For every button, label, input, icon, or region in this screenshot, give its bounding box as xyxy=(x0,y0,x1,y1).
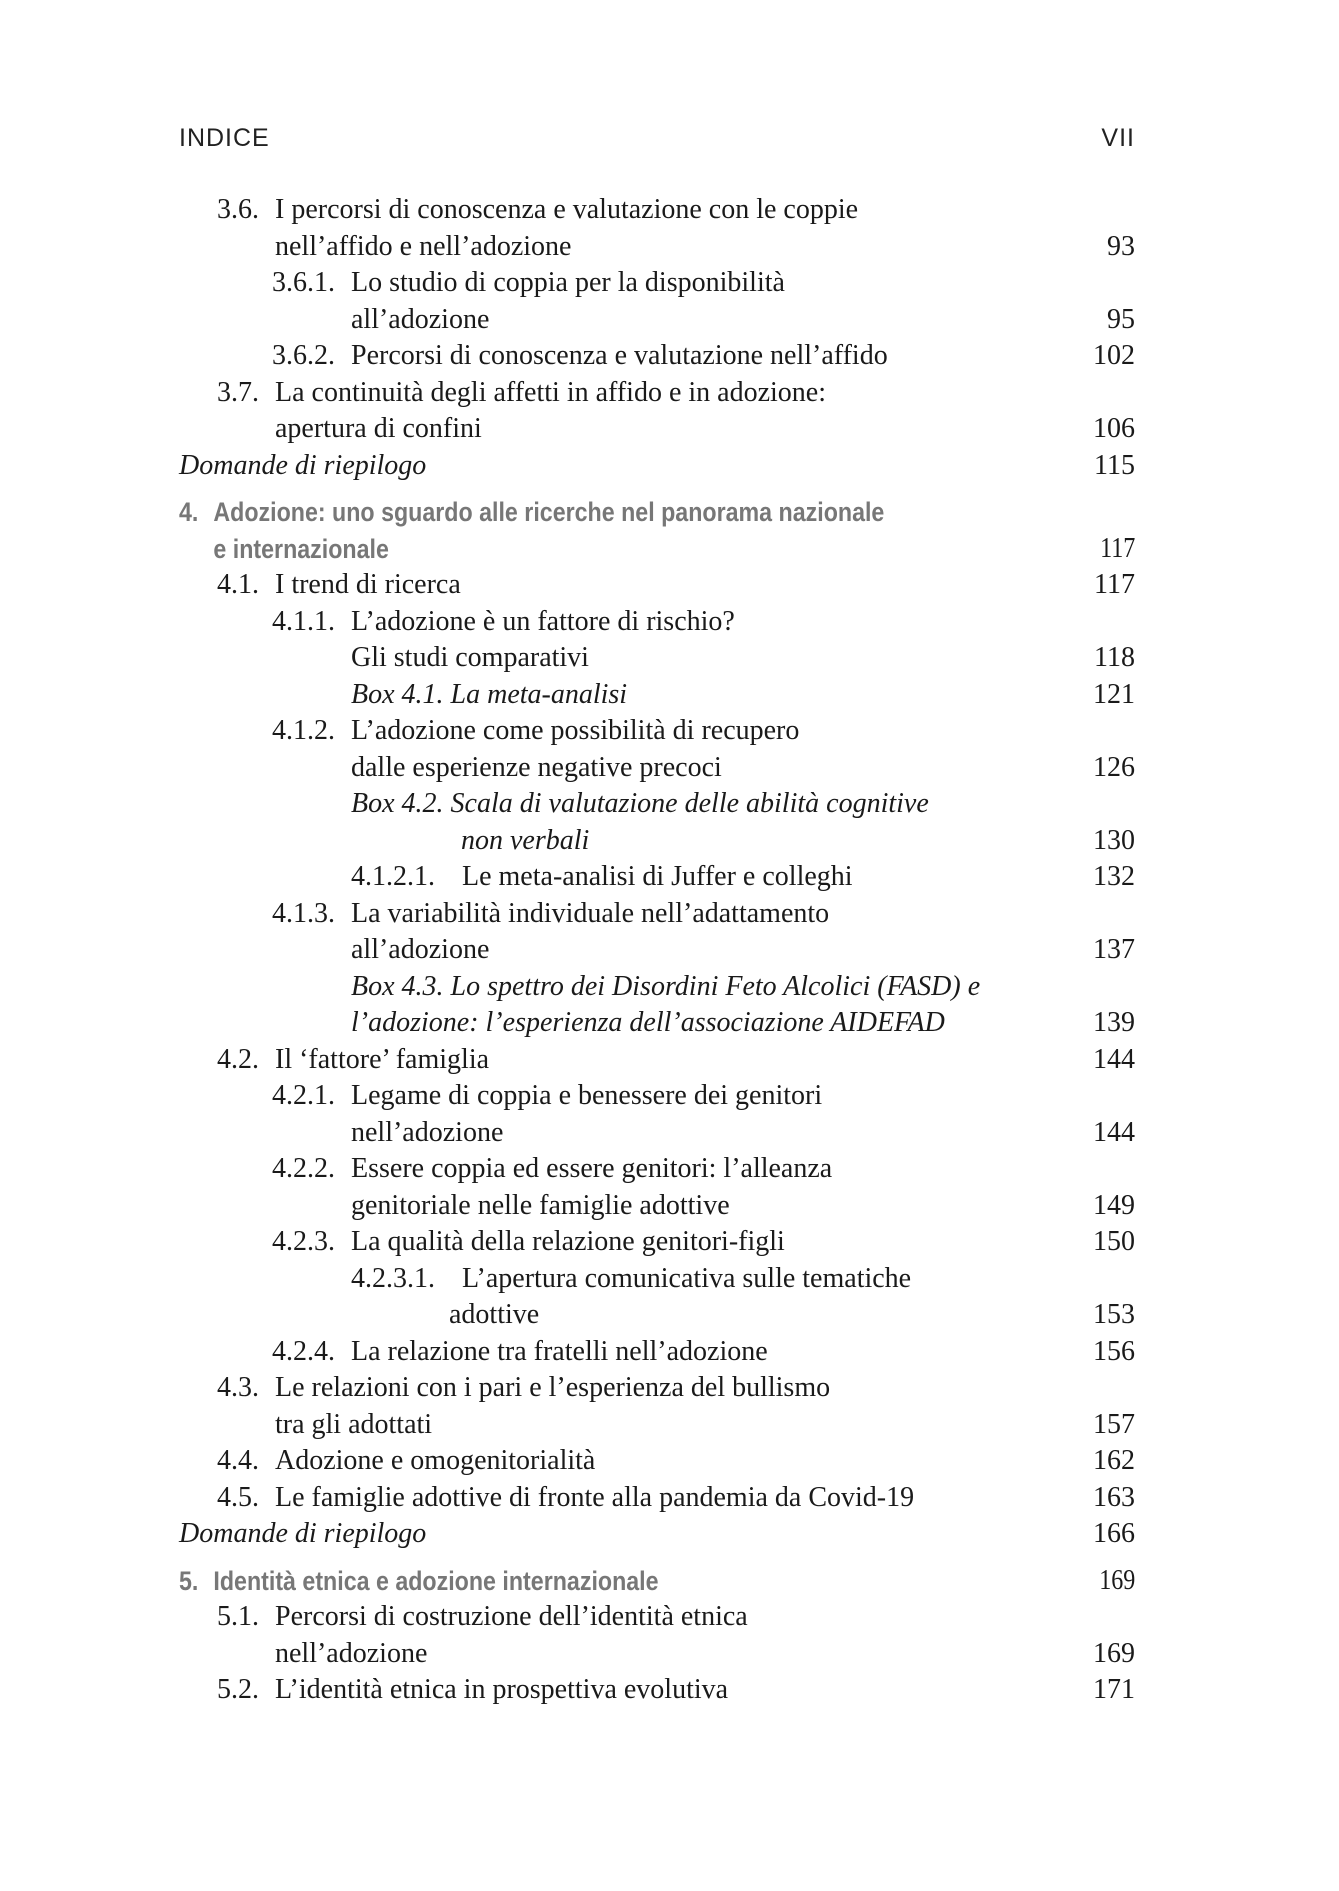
entry-number: 4.1. xyxy=(217,569,259,600)
entry-page-number: 121 xyxy=(1093,678,1135,710)
entry-page-number: 106 xyxy=(1093,413,1135,444)
entry-title-line: La qualità della relazione genitori-figli xyxy=(351,1226,785,1257)
entry-page-number: 166 xyxy=(1093,1518,1135,1549)
entry-title-line: Box 4.3. Lo spettro dei Disordini Feto Alcolici (FASD) e xyxy=(351,970,981,1002)
entry-number: 5. xyxy=(179,1565,199,1596)
entry-number: 4.1.2.1. xyxy=(351,861,435,892)
entry-title-line: L’identità etnica in prospettiva evolutiva xyxy=(275,1674,729,1705)
entry-title-line: Le relazioni con i pari e l’esperienza del bullismo xyxy=(275,1372,831,1403)
entry-page-number: 115 xyxy=(1094,449,1135,481)
toc-entry xyxy=(179,1042,1135,1079)
entry-title-line: Il ‘fattore’ famiglia xyxy=(275,1043,490,1075)
entry-number: 3.6.2. xyxy=(272,340,335,371)
toc-entry xyxy=(179,265,1135,338)
toc-entry xyxy=(179,1480,1135,1517)
entry-number: 4.3. xyxy=(217,1372,259,1403)
entry-title-line: tra gli adottati xyxy=(275,1408,433,1440)
entry-title-line: I trend di ricerca xyxy=(275,569,461,600)
entry-page-number: 169 xyxy=(1093,1637,1135,1669)
entry-number: 4.1.2. xyxy=(272,715,335,746)
entry-title-line: Legame di coppia e benessere dei genitori xyxy=(351,1080,823,1111)
entry-title-line: L’adozione è un fattore di rischio? xyxy=(351,605,735,637)
entry-number: 3.6.1. xyxy=(272,267,335,298)
entry-number: 4.1.1. xyxy=(272,605,335,637)
toc-entry xyxy=(179,1443,1135,1480)
entry-page-number: 93 xyxy=(1107,230,1135,262)
page-number: VII xyxy=(1101,124,1135,152)
entry-title-line: all’adozione xyxy=(351,934,490,965)
entry-title-line: genitoriale nelle famiglie adottive xyxy=(351,1189,730,1221)
entry-page-number: 156 xyxy=(1093,1335,1135,1367)
entry-page-number: 144 xyxy=(1093,1043,1135,1075)
entry-title-line: L’adozione come possibilità di recupero xyxy=(351,715,800,746)
table-of-contents xyxy=(179,192,1135,1709)
entry-title-line: dalle esperienze negative precoci xyxy=(351,751,722,783)
entry-page-number: 137 xyxy=(1093,934,1135,965)
entry-number: 4.4. xyxy=(217,1445,259,1476)
entry-page-number: 162 xyxy=(1093,1445,1135,1476)
entry-title-line: Box 4.1. La meta-analisi xyxy=(351,678,628,710)
toc-entry xyxy=(179,1224,1135,1261)
toc-entry xyxy=(179,1078,1135,1151)
entry-title-line: I percorsi di conoscenza e valutazione con le coppie xyxy=(275,194,859,225)
entry-page-number: 102 xyxy=(1093,340,1135,371)
entry-page-number: 169 xyxy=(1099,1564,1136,1596)
entry-page-number: 132 xyxy=(1093,861,1135,892)
entry-page-number: 117 xyxy=(1094,569,1135,600)
entry-number: 4.1.3. xyxy=(272,897,335,929)
entry-page-number: 139 xyxy=(1093,1007,1135,1038)
entry-title-line: Adozione: uno sguardo alle ricerche nel panorama nazionale xyxy=(213,497,885,527)
entry-title-line: nell’adozione xyxy=(351,1116,504,1148)
entry-title-line: Adozione e omogenitorialità xyxy=(275,1445,596,1476)
entry-title-line: Domande di riepilogo xyxy=(179,1518,427,1549)
entry-number: 4.2.3.1. xyxy=(351,1262,435,1294)
entry-page-number: 144 xyxy=(1093,1116,1135,1148)
entry-title-line: non verbali xyxy=(461,824,590,856)
toc-entry xyxy=(179,713,1135,786)
entry-number: 3.7. xyxy=(217,376,259,408)
chapter-entry xyxy=(179,1563,1135,1600)
entry-page-number: 157 xyxy=(1093,1408,1135,1440)
entry-number: 4.2. xyxy=(217,1043,259,1075)
toc-entry xyxy=(179,1599,1135,1672)
entry-title-line: all’adozione xyxy=(351,303,490,335)
entry-page-number: 149 xyxy=(1093,1189,1135,1221)
toc-entry xyxy=(179,677,1135,714)
entry-title-line: La continuità degli affetti in affido e in adozione: xyxy=(275,376,827,408)
entry-page-number: 163 xyxy=(1093,1481,1135,1513)
toc-entry xyxy=(179,567,1135,604)
entry-number: 4.2.3. xyxy=(272,1226,335,1257)
entry-number: 4. xyxy=(179,497,199,527)
toc-entry xyxy=(179,192,1135,265)
toc-entry xyxy=(179,859,1135,896)
entry-page-number: 118 xyxy=(1094,642,1135,673)
entry-number: 5.2. xyxy=(217,1674,259,1705)
entry-title-line: nell’affido e nell’adozione xyxy=(275,230,572,262)
entry-title-line: La relazione tra fratelli nell’adozione xyxy=(351,1335,768,1367)
entry-title-line: Identità etnica e adozione internazionale xyxy=(213,1565,659,1596)
entry-number: 5.1. xyxy=(217,1601,259,1632)
entry-title-line: Domande di riepilogo xyxy=(179,449,427,481)
toc-entry xyxy=(179,1370,1135,1443)
entry-title-line: Le famiglie adottive di fronte alla pandemia da Covid-19 xyxy=(275,1481,915,1513)
entry-title-line: Percorsi di conoscenza e valutazione nell’affido xyxy=(351,340,888,371)
entry-page-number: 150 xyxy=(1093,1226,1135,1257)
toc-entry xyxy=(179,1151,1135,1224)
entry-title-line: l’adozione: l’esperienza dell’associazione AIDEFAD xyxy=(351,1007,945,1038)
entry-number: 4.2.2. xyxy=(272,1153,335,1184)
toc-entry xyxy=(179,969,1135,1042)
toc-entry xyxy=(179,896,1135,969)
entry-title-line: L’apertura comunicativa sulle tematiche xyxy=(462,1262,912,1294)
toc-entry xyxy=(179,786,1135,859)
entry-page-number: 171 xyxy=(1093,1674,1135,1705)
toc-entry xyxy=(179,1672,1135,1709)
entry-title-line: Essere coppia ed essere genitori: l’alleanza xyxy=(351,1153,833,1184)
running-head xyxy=(179,124,1135,158)
entry-number: 4.2.4. xyxy=(272,1335,335,1367)
entry-page-number: 117 xyxy=(1100,532,1136,564)
entry-number: 3.6. xyxy=(217,194,259,225)
entry-title-line: nell’adozione xyxy=(275,1637,428,1669)
toc-entry xyxy=(179,1334,1135,1371)
toc-entry xyxy=(179,448,1135,485)
toc-entry xyxy=(179,1516,1135,1553)
entry-title-line: e internazionale xyxy=(213,533,389,564)
entry-title-line: Lo studio di coppia per la disponibilità xyxy=(351,267,785,298)
entry-title-line: apertura di confini xyxy=(275,413,482,444)
entry-title-line: Le meta-analisi di Juffer e colleghi xyxy=(462,861,853,892)
entry-page-number: 126 xyxy=(1093,751,1135,783)
entry-title-line: La variabilità individuale nell’adattamento xyxy=(351,897,830,929)
entry-title-line: Box 4.2. Scala di valutazione delle abilità cognitive xyxy=(351,788,929,819)
entry-page-number: 95 xyxy=(1107,303,1135,335)
running-head-title: INDICE xyxy=(179,124,270,152)
entry-title-line: Percorsi di costruzione dell’identità etnica xyxy=(275,1601,748,1632)
entry-number: 4.2.1. xyxy=(272,1080,335,1111)
entry-title-line: Gli studi comparativi xyxy=(351,642,589,673)
toc-entry xyxy=(179,375,1135,448)
entry-title-line: adottive xyxy=(449,1299,540,1330)
entry-page-number: 130 xyxy=(1093,824,1135,856)
chapter-entry xyxy=(179,494,1135,567)
toc-entry xyxy=(179,604,1135,677)
toc-entry xyxy=(179,1261,1135,1334)
entry-number: 4.5. xyxy=(217,1481,259,1513)
toc-entry xyxy=(179,338,1135,375)
entry-page-number: 153 xyxy=(1093,1299,1135,1330)
